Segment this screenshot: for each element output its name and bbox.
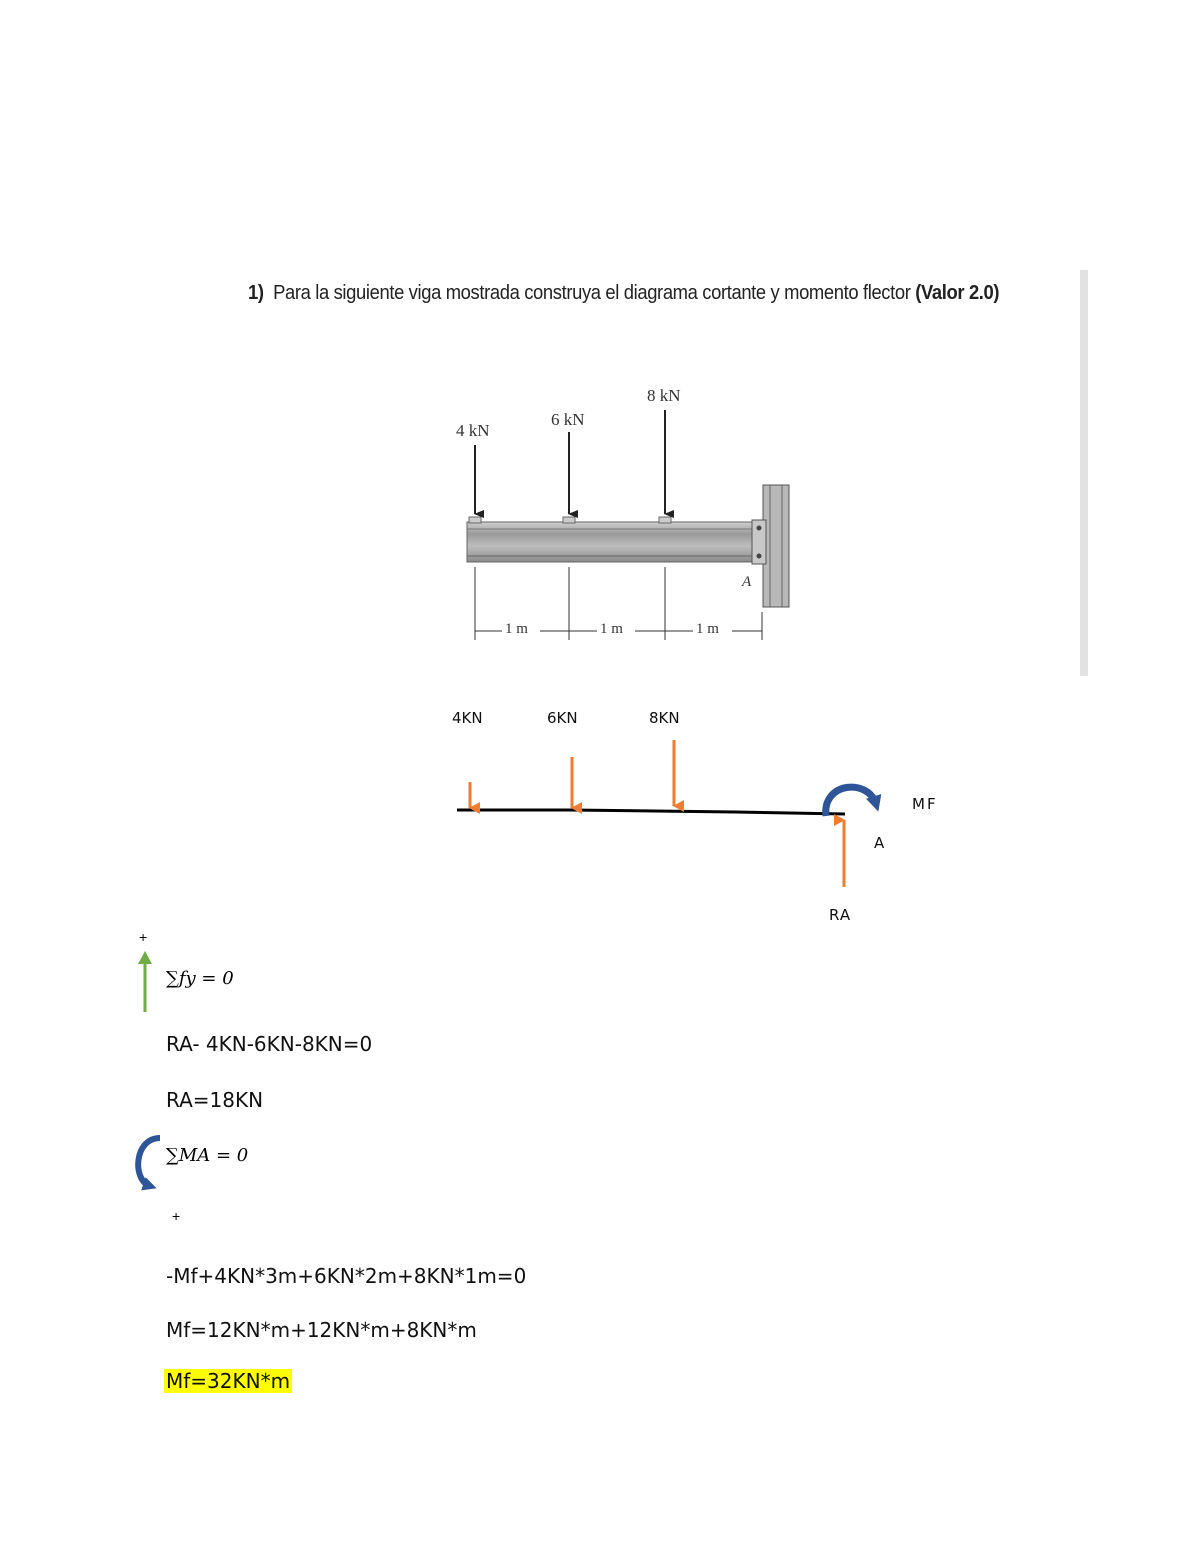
fbd-point-label: A <box>874 834 885 852</box>
fig-span-label-1: 1 m <box>505 621 528 637</box>
fy-positive-arrow <box>135 950 155 1014</box>
fbd-load-label-3: 8KN <box>649 709 680 727</box>
ma-positive-sign: + <box>172 1208 181 1224</box>
support-column <box>763 485 789 607</box>
problem-statement <box>248 282 999 305</box>
fig-load-label-2: 6 kN <box>551 410 585 429</box>
mf-result: Mf=32KN*m <box>166 1369 291 1393</box>
beam-figure <box>440 380 810 650</box>
problem-value: (Valor 2.0) <box>915 282 1000 304</box>
fig-load-label-1: 4 kN <box>456 421 490 440</box>
free-body-diagram <box>440 730 900 900</box>
problem-text: Para la siguiente viga mostrada construya el diagrama cortante y momento flector <box>273 282 911 304</box>
fig-span-label-3: 1 m <box>696 621 719 637</box>
fbd-load-label-1: 4KN <box>452 709 483 727</box>
ma-sum-equation: ∑MA = 0 <box>166 1145 249 1166</box>
fy-equation-line2: RA=18KN <box>166 1088 264 1112</box>
fig-span-label-2: 1 m <box>600 621 623 637</box>
fig-support-label: A <box>742 574 752 590</box>
fy-sum-equation: ∑fy = 0 <box>166 968 234 989</box>
image-scrollbar <box>1080 270 1088 676</box>
problem-number: 1) <box>248 282 264 304</box>
ma-rotation-arrow <box>128 1130 168 1198</box>
mf-equation-line1: -Mf+4KN*3m+6KN*2m+8KN*1m=0 <box>166 1264 527 1288</box>
mf-equation-line2: Mf=12KN*m+12KN*m+8KN*m <box>166 1318 477 1342</box>
fy-positive-sign: + <box>139 929 148 945</box>
fy-equation-line1: RA- 4KN-6KN-8KN=0 <box>166 1032 373 1056</box>
fig-load-label-3: 8 kN <box>647 386 681 405</box>
fbd-reaction-label: RA <box>829 906 852 924</box>
fbd-moment-arrow <box>826 787 876 816</box>
fbd-beam-line <box>457 810 845 814</box>
fbd-moment-label: MF <box>912 795 938 813</box>
fbd-load-label-2: 6KN <box>547 709 578 727</box>
